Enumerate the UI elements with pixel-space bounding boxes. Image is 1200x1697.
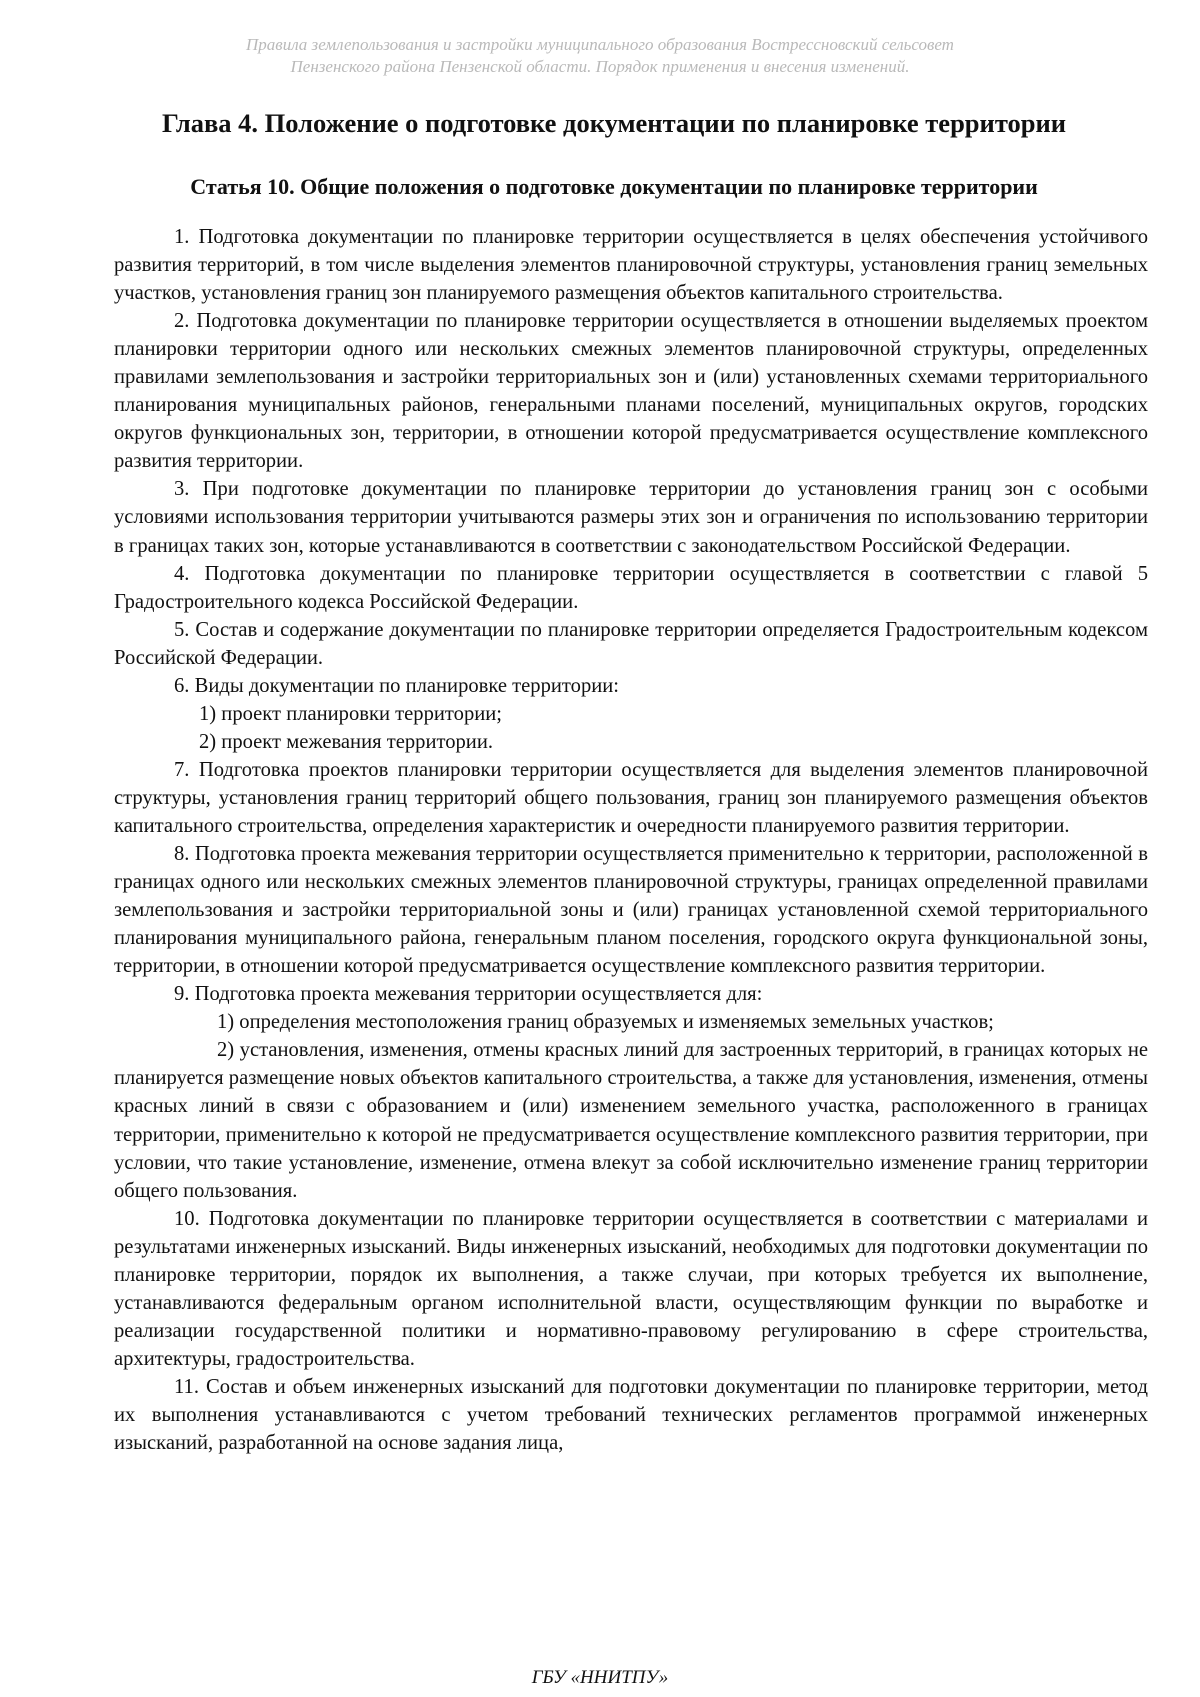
paragraph-3: 3. При подготовке документации по планировке территории до установления границ зон с особыми условиями использования территории учитываются размеры этих зон и ограничения по использованию территории в границах таких зон, которые устанавливаются в соответствии с законодательством Российской Федерации. [114,478,1148,557]
paragraph-4: 4. Подготовка документации по планировке территории осуществляется в соответствии с главой 5 Градостроительного кодекса Российской Федерации. [114,562,1148,613]
paragraph-9: 9. Подготовка проекта межевания территории осуществляется для: [174,983,763,1006]
running-header [140,34,1060,78]
paragraph-1: 1. Подготовка документации по планировке территории осуществляется в целях обеспечения устойчивого развития территорий, в том числе выделения элементов планировочной структуры, установления границ земельных участков, установления границ зон планируемого размещения объектов капитального строительства. [114,226,1148,305]
list-item-9-1: 1) определения местоположения границ образуемых и изменяемых земельных участков; [217,1011,994,1034]
chapter-title: Глава 4. Положение о подготовке документации по планировке территории [161,108,1067,138]
paragraph-6: 6. Виды документации по планировке территории: [174,674,620,697]
list-item-6-1: 1) проект планировки территории; [199,702,503,725]
list-item-9-2: 2) установления, изменения, отмены красных линий для застроенных территорий, в границах которых не планируется размещение новых объектов капитального строительства, а также для установления, изменения, отмены красных линий в связи с образованием и (или) изменением земельного участка, расположенного в границах территории, применительно к которой не предусматривается осуществление комплексного развития территории, при условии, что такие установление, изменение, отмена влекут за собой исключительно изменение границ территории общего пользования. [114,1039,1148,1202]
paragraph-8: 8. Подготовка проекта межевания территории осуществляется применительно к территории, расположенной в границах одного или нескольких смежных элементов планировочной структуры, границах определенной правилами землепользования и застройки территориальной зоны и (или) границах установленной схемой территориального планирования муниципального района, генеральным планом поселения, городского округа функциональной зоны, территории, в отношении которой предусматривается осуществление комплексного развития территории. [114,843,1148,978]
article-title: Статья 10. Общие положения о подготовке документации по планировке территории [190,174,1038,199]
paragraph-5: 5. Состав и содержание документации по планировке территории определяется Градостроительным кодексом Российской Федерации. [114,618,1148,669]
article-body [114,223,1148,1457]
paragraph-2: 2. Подготовка документации по планировке территории осуществляется в отношении выделяемых проектом планировки территории одного или нескольких смежных элементов планировочной структуры, определенных правилами землепользования и застройки территориальных зон и (или) установленных схемами территориального планирования муниципальных районов, генеральными планами поселений, муниципальных округов, городских округов функциональных зон, территории, в отношении которой предусматривается осуществление комплексного развития территории. [114,310,1148,473]
paragraph-10: 10. Подготовка документации по планировке территории осуществляется в соответствии с материалами и результатами инженерных изысканий. Виды инженерных изысканий, необходимых для подготовки документации по планировке территории, порядок их выполнения, а также случаи, при которых требуется их выполнение, устанавливаются федеральным органом исполнительной власти, осуществляющим функции по выработке и реализации государственной политики и нормативно-правовому регулированию в сфере строительства, архитектуры, градостроительства. [114,1207,1148,1370]
running-footer: ГБУ «ННИТПУ» [531,1667,669,1688]
list-item-6-2: 2) проект межевания территории. [199,730,493,753]
paragraph-7: 7. Подготовка проектов планировки территории осуществляется для выделения элементов планировочной структуры, установления границ территорий общего пользования, границ зон планируемого размещения объектов капитального строительства, определения характеристик и очередности планируемого развития территории. [114,758,1148,837]
running-header-line-2: Пензенского района Пензенской области. Порядок применения и внесения изменений. [290,57,910,76]
paragraph-11: 11. Состав и объем инженерных изысканий для подготовки документации по планировке территории, метод их выполнения устанавливаются с учетом требований технических регламентов программой инженерных изысканий, разработанной на основе задания лица, [114,1375,1148,1455]
running-header-line-1: Правила землепользования и застройки муниципального образования Вострессновский сельсовет [246,35,954,54]
